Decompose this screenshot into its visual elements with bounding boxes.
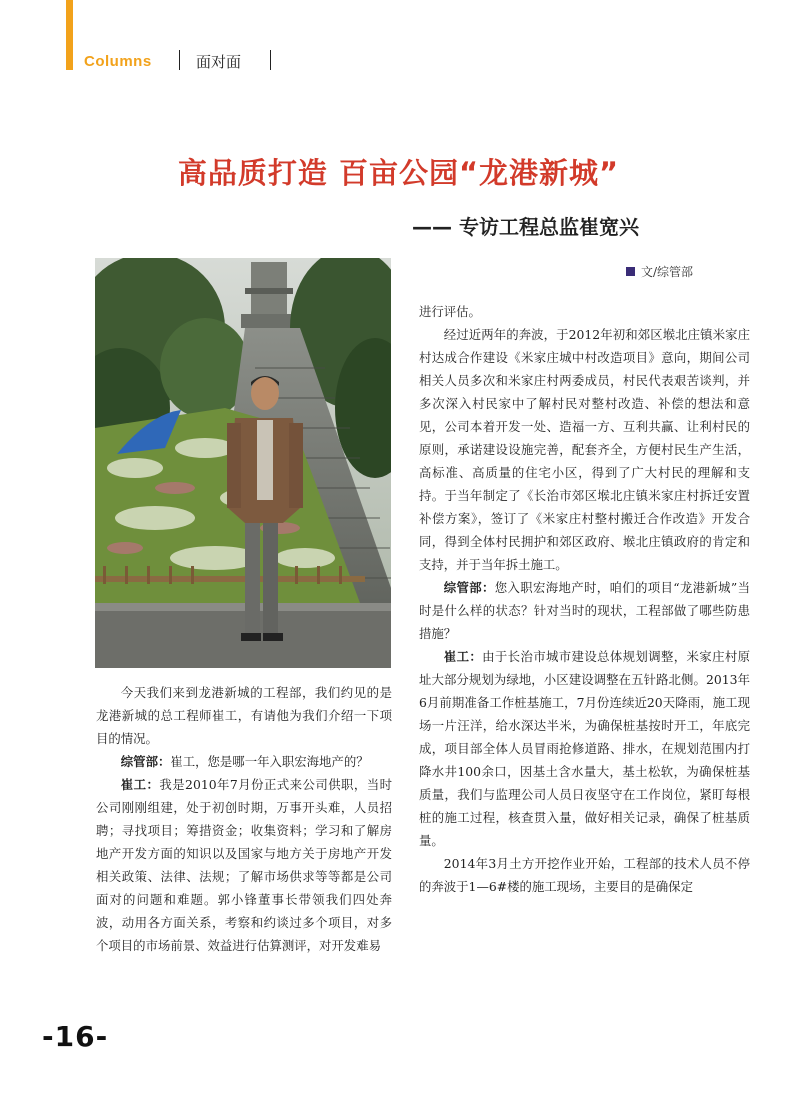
paragraph-text: 经过近两年的奔波，于2012年初和郊区堠北庄镇米家庄村达成合作建设《米家庄城中村改造项目》意向，期间公司相关人员多次和米家庄村两委成员，村民代表艰苦谈判，并多次深入村民家中了解村民对整村改造、补偿的想法和意见，公司本着开发一处、造福一方、互利共赢、让利村民的原则，承诺建设设施完善，配套齐全，方便村民生产生活，高标准、高质量的住宅小区，得到了广大村民的理解和支持。于当年制定了《长治市郊区堠北庄镇米家庄村拆迁安置补偿方案》，签订了《米家庄村整村搬迁合作改造》开发合同，得到全体村民拥护和郊区政府、堠北庄镇政府的肯定和支持，并于当年拆土施工。 bbox=[419, 327, 750, 572]
author-square-icon bbox=[626, 267, 635, 276]
author-byline bbox=[626, 263, 693, 280]
intro-paragraph bbox=[96, 681, 392, 750]
answer-paragraph bbox=[96, 773, 392, 957]
article-column-left bbox=[96, 681, 392, 957]
speaker-label: 综管部： bbox=[120, 754, 171, 769]
paragraph-text: 您入职宏海地产时，咱们的项目“龙港新城”当时是什么样的状态？针对当时的现状，工程部做了哪些防患措施？ bbox=[419, 580, 751, 641]
continued-paragraph bbox=[419, 300, 750, 323]
article-column-right bbox=[419, 300, 750, 898]
question-paragraph bbox=[419, 576, 750, 645]
question-paragraph bbox=[96, 750, 392, 773]
photo-man-standing-in-park-icon bbox=[95, 258, 391, 668]
header-divider-left bbox=[179, 50, 180, 70]
paragraph-text: 2014年3月土方开挖作业开始，工程部的技术人员不停的奔波于1—6#楼的施工现场，主要目的是确保定 bbox=[419, 856, 750, 894]
paragraph-text: 今天我们来到龙港新城的工程部，我们约见的是龙港新城的总工程师崔工，有请他为我们介绍一下项目的情况。 bbox=[96, 685, 392, 746]
column-label: Columns bbox=[84, 53, 152, 70]
article-photo bbox=[95, 258, 391, 668]
answer-paragraph bbox=[419, 645, 750, 852]
paragraph-text: 进行评估。 bbox=[419, 304, 481, 319]
paragraph-text: 崔工，您是哪一年入职宏海地产的？ bbox=[170, 754, 369, 769]
article-subtitle: —— 专访工程总监崔宽兴 bbox=[412, 215, 639, 239]
article-title: 高品质打造 百亩公园“龙港新城” bbox=[177, 156, 620, 190]
paragraph-text: 由于长治市城市建设总体规划调整，米家庄村原址大部分规划为绿地，小区建设调整在五针路北侧。2013年6月前期准备工作桩基施工，7月份连续近20天降雨，施工现场一片汪洋，给水深达半米，为确保桩基按时开工，年底完成，项目部全体人员冒雨抢修道路、排水，在规划范围内打降水井100余口，因基土含水量大，基土松软，为确保桩基质量，我们与监理公司人员日夜坚守在工作岗位，紧盯每根桩的施工过程，核查贯入量，做好相关记录，确保了桩基质量。 bbox=[419, 649, 751, 848]
orange-accent-bar bbox=[66, 0, 73, 70]
speaker-label: 综管部： bbox=[443, 580, 495, 595]
paragraph-text: 我是2010年7月份正式来公司供职，当时公司刚刚组建，处于初创时期，万事开头难，人员招聘；寻找项目；筹措资金；收集资料；学习和了解房地产开发方面的知识以及国家与地方关于房地产开发相关政策、法律、法规；了解市场供求等等都是公司面对的问题和难题。郭小锋董事长带领我们四处奔波，动用各方面关系，考察和约谈过多个项目，对多个项目的市场前景、效益进行估算测评，对开发难易 bbox=[96, 777, 393, 953]
header-divider-right bbox=[270, 50, 271, 70]
speaker-label: 崔工： bbox=[443, 649, 483, 664]
section-name: 面对面 bbox=[196, 53, 242, 71]
speaker-label: 崔工： bbox=[120, 777, 160, 792]
body-paragraph bbox=[419, 852, 750, 898]
body-paragraph bbox=[419, 323, 750, 576]
page-number: -16- bbox=[42, 1020, 109, 1053]
author-text: 文/综管部 bbox=[641, 265, 694, 279]
